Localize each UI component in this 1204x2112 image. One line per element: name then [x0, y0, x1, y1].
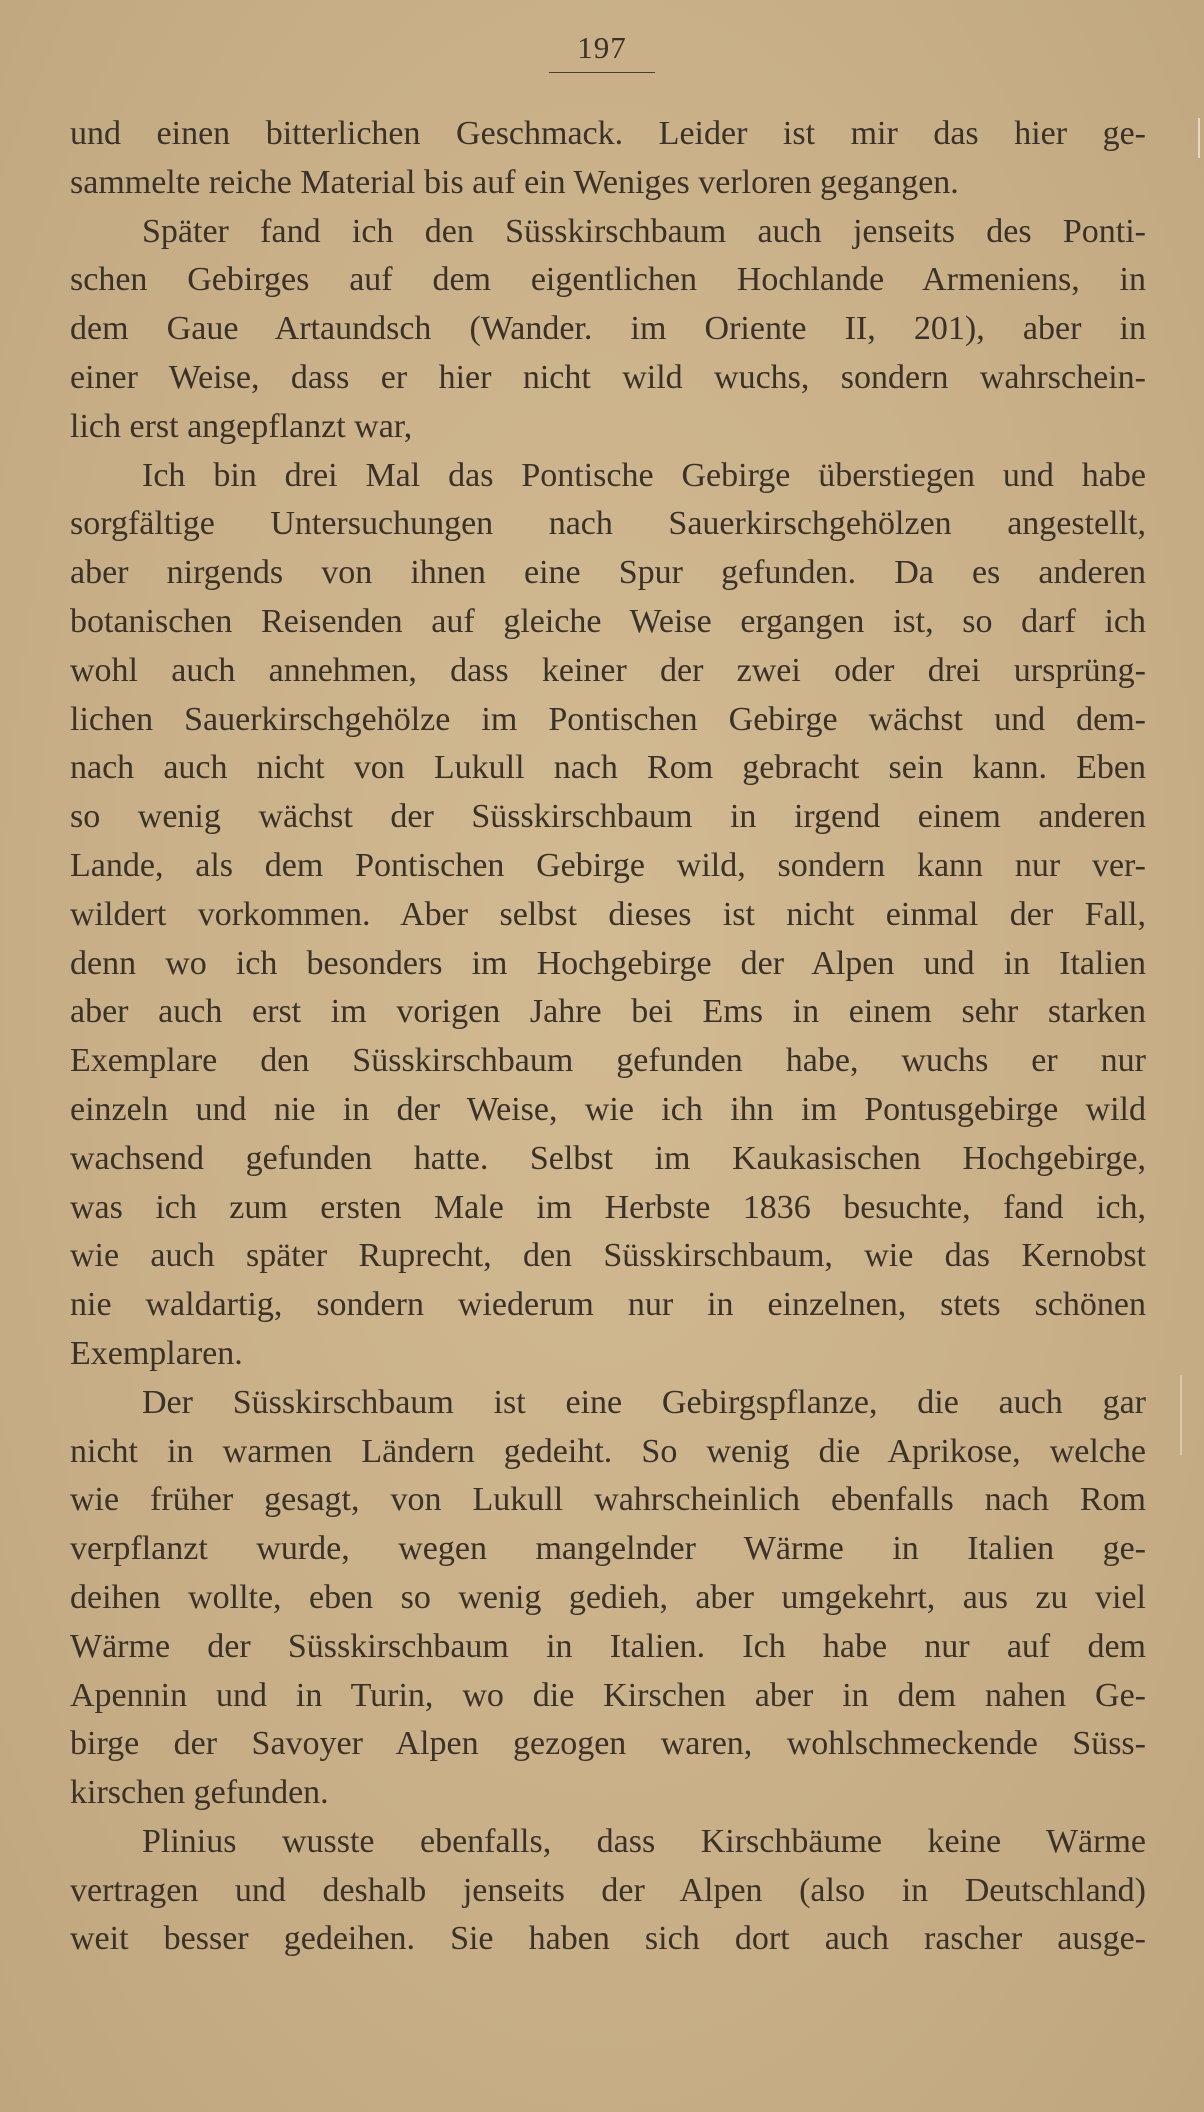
text-line: Lande, als dem Pontischen Gebirge wild, sondern kann nur ver-: [70, 846, 1146, 884]
paragraph: [70, 110, 1146, 208]
text-line: wachsend gefunden hatte. Selbst im Kaukasischen Hochgebirge,: [70, 1139, 1146, 1177]
text-line: Wärme der Süsskirschbaum in Italien. Ich habe nur auf dem: [70, 1627, 1146, 1665]
text-line: schen Gebirges auf dem eigentlichen Hochlande Armeniens, in: [70, 261, 1146, 299]
text-line: kirschen gefunden.: [70, 1774, 329, 1812]
text-line: nach auch nicht von Lukull nach Rom gebracht sein kann. Eben: [70, 749, 1146, 787]
paragraph: [70, 452, 1146, 1379]
text-line: Exemplaren.: [70, 1334, 243, 1372]
text-line: einzeln und nie in der Weise, wie ich ihn im Pontusgebirge wild: [70, 1090, 1146, 1128]
text-line: birge der Savoyer Alpen gezogen waren, wohlschmeckende Süss-: [70, 1725, 1146, 1763]
text-line: weit besser gedeihen. Sie haben sich dort auch rascher ausge-: [70, 1920, 1146, 1958]
text-line: aber nirgends von ihnen eine Spur gefunden. Da es anderen: [70, 554, 1146, 592]
text-line: und einen bitterlichen Geschmack. Leider ist mir das hier ge-: [70, 115, 1146, 152]
text-line: verpflanzt wurde, wegen mangelnder Wärme in Italien ge-: [70, 1530, 1146, 1568]
text-line: Der Süsskirschbaum ist eine Gebirgspflanze, die auch gar: [142, 1383, 1146, 1421]
text-line: Exemplare den Süsskirschbaum gefunden habe, wuchs er nur: [70, 1042, 1146, 1080]
text-line: wildert vorkommen. Aber selbst dieses ist nicht einmal der Fall,: [70, 895, 1146, 933]
text-line: wohl auch annehmen, dass keiner der zwei oder drei ursprüng-: [70, 651, 1146, 689]
text-line: lich erst angepflanzt war,: [70, 407, 413, 445]
text-line: deihen wollte, eben so wenig gedieh, aber umgekehrt, aus zu viel: [70, 1578, 1146, 1616]
page-header: [0, 30, 1204, 73]
page-edge-mark: [1198, 118, 1200, 158]
paragraph: [70, 1379, 1146, 1818]
text-line: so wenig wächst der Süsskirschbaum in irgend einem anderen: [70, 798, 1146, 836]
text-line: Später fand ich den Süsskirschbaum auch jenseits des Ponti-: [142, 212, 1146, 250]
text-line: lichen Sauerkirschgehölze im Pontischen Gebirge wächst und dem-: [70, 700, 1146, 738]
text-line: Ich bin drei Mal das Pontische Gebirge überstiegen und habe: [142, 456, 1146, 494]
text-line: sammelte reiche Material bis auf ein Weniges verloren gegangen.: [70, 163, 959, 201]
paragraph: [70, 1818, 1146, 1964]
paragraph: [70, 208, 1146, 452]
text-line: aber auch erst im vorigen Jahre bei Ems in einem sehr starken: [70, 993, 1146, 1031]
body-text: [70, 110, 1146, 1964]
text-line: Apennin und in Turin, wo die Kirschen aber in dem nahen Ge-: [70, 1676, 1146, 1714]
text-line: denn wo ich besonders im Hochgebirge der Alpen und in Italien: [70, 944, 1146, 982]
text-line: was ich zum ersten Male im Herbste 1836 besuchte, fand ich,: [70, 1188, 1146, 1226]
text-line: wie auch später Ruprecht, den Süsskirschbaum, wie das Kernobst: [70, 1237, 1146, 1275]
text-line: dem Gaue Artaundsch (Wander. im Oriente II, 201), aber in: [70, 310, 1146, 348]
text-line: einer Weise, dass er hier nicht wild wuchs, sondern wahrschein-: [70, 358, 1146, 396]
text-line: wie früher gesagt, von Lukull wahrscheinlich ebenfalls nach Rom: [70, 1481, 1146, 1519]
page-number: 197: [549, 30, 655, 73]
text-line: sorgfältige Untersuchungen nach Sauerkirschgehölzen angestellt,: [70, 505, 1146, 543]
text-line: nie waldartig, sondern wiederum nur in einzelnen, stets schönen: [70, 1286, 1146, 1324]
page-edge-mark: [1180, 1375, 1182, 1455]
text-line: Plinius wusste ebenfalls, dass Kirschbäume keine Wärme: [142, 1822, 1146, 1860]
text-line: vertragen und deshalb jenseits der Alpen (also in Deutschland): [70, 1871, 1146, 1909]
text-line: botanischen Reisenden auf gleiche Weise ergangen ist, so darf ich: [70, 602, 1146, 640]
text-line: nicht in warmen Ländern gedeiht. So wenig die Aprikose, welche: [70, 1432, 1146, 1470]
